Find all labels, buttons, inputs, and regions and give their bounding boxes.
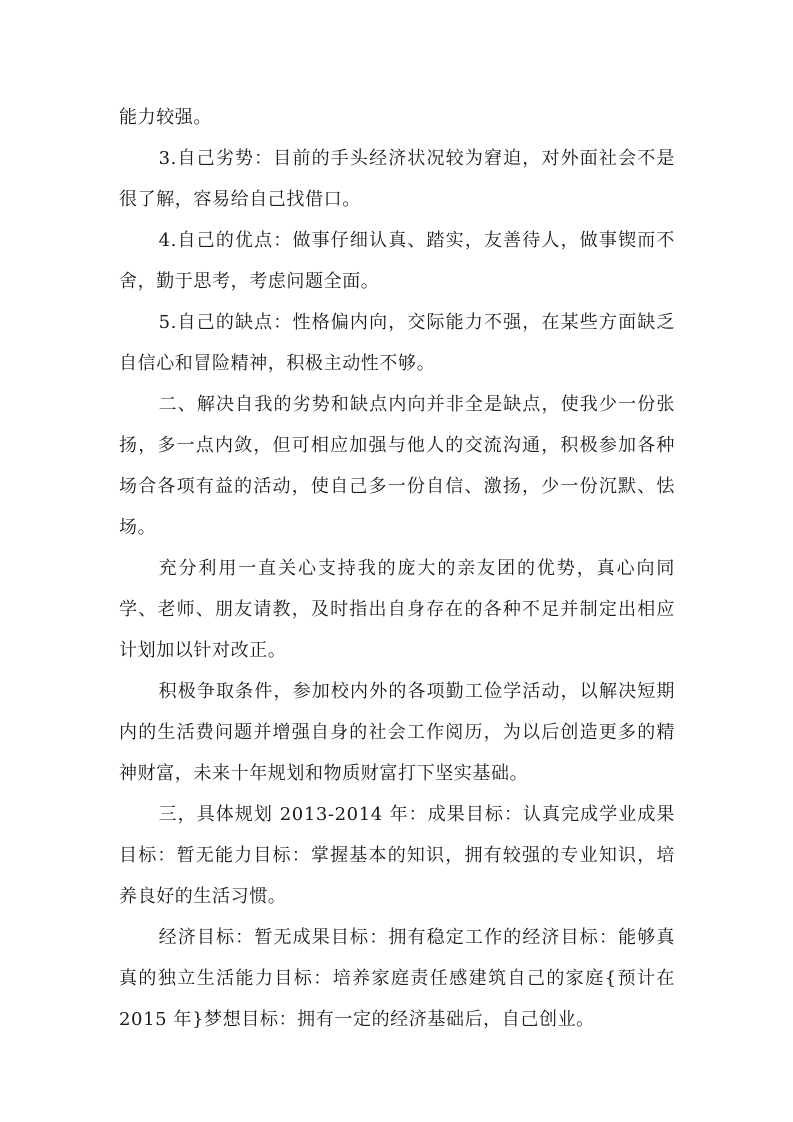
paragraph-work-study: 积极争取条件，参加校内外的各项勤工俭学活动，以解决短期内的生活费问题并增强自身的社会工作阅历，为以后创造更多的精神财富，未来十年规划和物质财富打下坚实基础。 <box>119 681 675 784</box>
paragraph-shortcomings: 5.自己的缺点：性格偏内向，交际能力不强，在某些方面缺乏自信心和冒险精神，积极主动性不够。 <box>119 312 675 374</box>
paragraph-strengths: 4.自己的优点：做事仔细认真、踏实，友善待人，做事锲而不舍，勤于思考，考虑问题全面。 <box>119 230 675 292</box>
paragraph-section-two: 二、解决自我的劣势和缺点内向并非全是缺点，使我少一份张扬，多一点内敛，但可相应加强与他人的交流沟通，积极参加各种场合各项有益的活动，使自己多一份自信、激扬，少一份沉默、怯场。 <box>119 394 675 538</box>
paragraph-weakness: 3.自己劣势：目前的手头经济状况较为窘迫，对外面社会不是很了解，容易给自己找借口。 <box>119 148 675 210</box>
paragraph-economic-goals: 经济目标：暂无成果目标：拥有稳定工作的经济目标：能够真真的独立生活能力目标：培养家庭责任感建筑自己的家庭{预计在 2015 年}梦想目标：拥有一定的经济基础后，自己创业。 <box>119 927 675 1030</box>
paragraph-section-three: 三，具体规划 2013-2014 年：成果目标：认真完成学业成果目标：暂无能力目标：掌握基本的知识，拥有较强的专业知识，培养良好的生活习惯。 <box>119 804 675 907</box>
paragraph-family-support: 充分利用一直关心支持我的庞大的亲友团的优势，真心向同学、老师、朋友请教，及时指出自身存在的各种不足并制定出相应计划加以针对改正。 <box>119 558 675 661</box>
document-body <box>119 97 675 1040</box>
paragraph-continuation: 能力较强。 <box>119 107 212 128</box>
